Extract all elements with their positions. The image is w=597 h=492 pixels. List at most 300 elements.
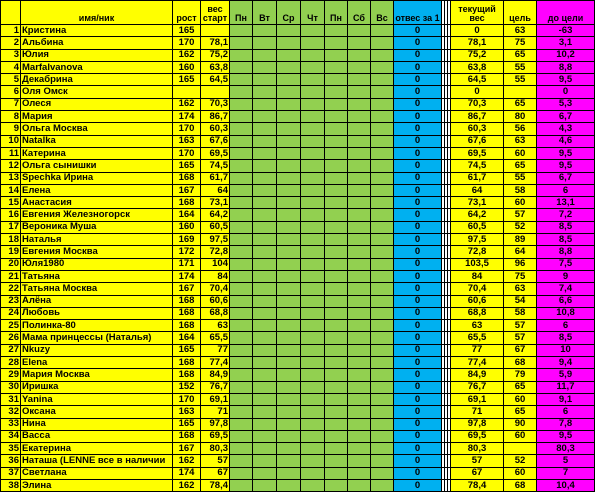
day-cell-thu[interactable]: [301, 61, 325, 73]
start-weight-cell[interactable]: 77: [201, 344, 230, 356]
day-cell-thu[interactable]: [301, 320, 325, 332]
day-cell-tue[interactable]: [253, 147, 277, 159]
name-cell[interactable]: Анастасия: [21, 197, 173, 209]
row-number-cell[interactable]: 31: [1, 393, 21, 405]
day-cell-sat[interactable]: [348, 61, 371, 73]
height-cell[interactable]: 165: [173, 25, 201, 37]
day-cell-wed[interactable]: [277, 479, 301, 491]
height-cell[interactable]: 164: [173, 209, 201, 221]
day-cell-fri[interactable]: [325, 49, 348, 61]
height-cell[interactable]: 162: [173, 49, 201, 61]
day-cell-mon[interactable]: [230, 147, 253, 159]
row-number-cell[interactable]: 12: [1, 160, 21, 172]
current-weight-cell[interactable]: 103,5: [451, 258, 504, 270]
row-number-cell[interactable]: 16: [1, 209, 21, 221]
goal-cell[interactable]: 55: [504, 61, 537, 73]
current-weight-cell[interactable]: 70,3: [451, 98, 504, 110]
height-cell[interactable]: 174: [173, 270, 201, 282]
loss-cell[interactable]: 0: [394, 406, 442, 418]
row-number-cell[interactable]: 24: [1, 307, 21, 319]
header-day-thu[interactable]: Чт: [301, 1, 325, 25]
loss-cell[interactable]: 0: [394, 430, 442, 442]
loss-cell[interactable]: 0: [394, 418, 442, 430]
goal-cell[interactable]: 58: [504, 184, 537, 196]
goal-cell[interactable]: 96: [504, 258, 537, 270]
goal-cell[interactable]: 57: [504, 332, 537, 344]
header-day-tue[interactable]: Вт: [253, 1, 277, 25]
row-number-cell[interactable]: 18: [1, 234, 21, 246]
goal-cell[interactable]: 65: [504, 381, 537, 393]
to-goal-cell[interactable]: 6,6: [537, 295, 595, 307]
day-cell-tue[interactable]: [253, 246, 277, 258]
height-cell[interactable]: 164: [173, 332, 201, 344]
to-goal-cell[interactable]: 7: [537, 467, 595, 479]
day-cell-sun[interactable]: [371, 234, 394, 246]
day-cell-sun[interactable]: [371, 61, 394, 73]
header-loss[interactable]: отвес за 1: [394, 1, 442, 25]
start-weight-cell[interactable]: 57: [201, 455, 230, 467]
day-cell-sun[interactable]: [371, 86, 394, 98]
row-number-cell[interactable]: 25: [1, 320, 21, 332]
start-weight-cell[interactable]: 78,4: [201, 479, 230, 491]
row-number-cell[interactable]: 3: [1, 49, 21, 61]
day-cell-wed[interactable]: [277, 344, 301, 356]
day-cell-mon[interactable]: [230, 86, 253, 98]
day-cell-fri[interactable]: [325, 25, 348, 37]
day-cell-fri[interactable]: [325, 258, 348, 270]
day-cell-wed[interactable]: [277, 357, 301, 369]
day-cell-wed[interactable]: [277, 184, 301, 196]
start-weight-cell[interactable]: 80,3: [201, 443, 230, 455]
height-cell[interactable]: 170: [173, 393, 201, 405]
day-cell-sat[interactable]: [348, 172, 371, 184]
day-cell-tue[interactable]: [253, 111, 277, 123]
day-cell-wed[interactable]: [277, 172, 301, 184]
to-goal-cell[interactable]: 8,5: [537, 234, 595, 246]
day-cell-thu[interactable]: [301, 307, 325, 319]
day-cell-mon[interactable]: [230, 357, 253, 369]
day-cell-mon[interactable]: [230, 123, 253, 135]
day-cell-tue[interactable]: [253, 418, 277, 430]
day-cell-sat[interactable]: [348, 393, 371, 405]
day-cell-fri[interactable]: [325, 74, 348, 86]
current-weight-cell[interactable]: 69,5: [451, 430, 504, 442]
name-cell[interactable]: Татьяна Москва: [21, 283, 173, 295]
row-number-cell[interactable]: 7: [1, 98, 21, 110]
start-weight-cell[interactable]: 76,7: [201, 381, 230, 393]
day-cell-fri[interactable]: [325, 406, 348, 418]
day-cell-tue[interactable]: [253, 381, 277, 393]
loss-cell[interactable]: 0: [394, 344, 442, 356]
day-cell-sat[interactable]: [348, 246, 371, 258]
name-cell[interactable]: Наталья: [21, 234, 173, 246]
day-cell-wed[interactable]: [277, 246, 301, 258]
day-cell-sun[interactable]: [371, 246, 394, 258]
loss-cell[interactable]: 0: [394, 332, 442, 344]
day-cell-fri[interactable]: [325, 320, 348, 332]
day-cell-sat[interactable]: [348, 184, 371, 196]
header-current-weight[interactable]: текущий вес: [451, 1, 504, 25]
height-cell[interactable]: 169: [173, 234, 201, 246]
goal-cell[interactable]: 90: [504, 418, 537, 430]
current-weight-cell[interactable]: 76,7: [451, 381, 504, 393]
day-cell-fri[interactable]: [325, 234, 348, 246]
height-cell[interactable]: 163: [173, 406, 201, 418]
day-cell-mon[interactable]: [230, 295, 253, 307]
day-cell-mon[interactable]: [230, 37, 253, 49]
row-number-cell[interactable]: 32: [1, 406, 21, 418]
day-cell-sat[interactable]: [348, 111, 371, 123]
row-number-cell[interactable]: 4: [1, 61, 21, 73]
to-goal-cell[interactable]: 10,4: [537, 479, 595, 491]
day-cell-tue[interactable]: [253, 283, 277, 295]
start-weight-cell[interactable]: 104: [201, 258, 230, 270]
header-name[interactable]: имя/ник: [21, 1, 173, 25]
row-number-cell[interactable]: 30: [1, 381, 21, 393]
day-cell-tue[interactable]: [253, 49, 277, 61]
goal-cell[interactable]: 54: [504, 295, 537, 307]
day-cell-tue[interactable]: [253, 443, 277, 455]
name-cell[interactable]: Екатерина: [21, 443, 173, 455]
loss-cell[interactable]: 0: [394, 197, 442, 209]
loss-cell[interactable]: 0: [394, 147, 442, 159]
to-goal-cell[interactable]: 8,5: [537, 332, 595, 344]
header-day-fri[interactable]: Пн: [325, 1, 348, 25]
height-cell[interactable]: 168: [173, 307, 201, 319]
to-goal-cell[interactable]: 5,9: [537, 369, 595, 381]
current-weight-cell[interactable]: 84,9: [451, 369, 504, 381]
day-cell-thu[interactable]: [301, 135, 325, 147]
day-cell-fri[interactable]: [325, 172, 348, 184]
day-cell-sat[interactable]: [348, 430, 371, 442]
day-cell-sat[interactable]: [348, 270, 371, 282]
day-cell-wed[interactable]: [277, 369, 301, 381]
day-cell-mon[interactable]: [230, 270, 253, 282]
start-weight-cell[interactable]: 64: [201, 184, 230, 196]
day-cell-sun[interactable]: [371, 270, 394, 282]
height-cell[interactable]: 167: [173, 443, 201, 455]
day-cell-thu[interactable]: [301, 455, 325, 467]
goal-cell[interactable]: 60: [504, 393, 537, 405]
day-cell-sun[interactable]: [371, 369, 394, 381]
day-cell-wed[interactable]: [277, 49, 301, 61]
to-goal-cell[interactable]: 3,1: [537, 37, 595, 49]
start-weight-cell[interactable]: 67,6: [201, 135, 230, 147]
goal-cell[interactable]: 65: [504, 406, 537, 418]
current-weight-cell[interactable]: 77,4: [451, 357, 504, 369]
name-cell[interactable]: Natalka: [21, 135, 173, 147]
name-cell[interactable]: Spechka Ирина: [21, 172, 173, 184]
day-cell-tue[interactable]: [253, 357, 277, 369]
row-number-cell[interactable]: 37: [1, 467, 21, 479]
loss-cell[interactable]: 0: [394, 270, 442, 282]
day-cell-sat[interactable]: [348, 455, 371, 467]
day-cell-wed[interactable]: [277, 467, 301, 479]
day-cell-tue[interactable]: [253, 258, 277, 270]
goal-cell[interactable]: 75: [504, 37, 537, 49]
day-cell-thu[interactable]: [301, 74, 325, 86]
day-cell-sat[interactable]: [348, 74, 371, 86]
day-cell-sat[interactable]: [348, 283, 371, 295]
loss-cell[interactable]: 0: [394, 123, 442, 135]
day-cell-wed[interactable]: [277, 455, 301, 467]
row-number-cell[interactable]: 20: [1, 258, 21, 270]
name-cell[interactable]: Элина: [21, 479, 173, 491]
day-cell-wed[interactable]: [277, 381, 301, 393]
day-cell-sat[interactable]: [348, 295, 371, 307]
day-cell-tue[interactable]: [253, 74, 277, 86]
day-cell-thu[interactable]: [301, 98, 325, 110]
current-weight-cell[interactable]: 71: [451, 406, 504, 418]
loss-cell[interactable]: 0: [394, 283, 442, 295]
start-weight-cell[interactable]: 64,5: [201, 74, 230, 86]
day-cell-tue[interactable]: [253, 221, 277, 233]
day-cell-wed[interactable]: [277, 430, 301, 442]
day-cell-sun[interactable]: [371, 344, 394, 356]
day-cell-fri[interactable]: [325, 418, 348, 430]
loss-cell[interactable]: 0: [394, 258, 442, 270]
current-weight-cell[interactable]: 61,7: [451, 172, 504, 184]
height-cell[interactable]: 168: [173, 295, 201, 307]
to-goal-cell[interactable]: 7,8: [537, 418, 595, 430]
day-cell-wed[interactable]: [277, 61, 301, 73]
row-number-cell[interactable]: 2: [1, 37, 21, 49]
day-cell-fri[interactable]: [325, 197, 348, 209]
day-cell-fri[interactable]: [325, 246, 348, 258]
day-cell-tue[interactable]: [253, 61, 277, 73]
day-cell-sat[interactable]: [348, 381, 371, 393]
day-cell-thu[interactable]: [301, 467, 325, 479]
day-cell-sat[interactable]: [348, 320, 371, 332]
day-cell-fri[interactable]: [325, 221, 348, 233]
day-cell-wed[interactable]: [277, 393, 301, 405]
day-cell-fri[interactable]: [325, 467, 348, 479]
day-cell-fri[interactable]: [325, 283, 348, 295]
goal-cell[interactable]: 68: [504, 479, 537, 491]
loss-cell[interactable]: 0: [394, 49, 442, 61]
day-cell-mon[interactable]: [230, 479, 253, 491]
goal-cell[interactable]: [504, 86, 537, 98]
day-cell-thu[interactable]: [301, 160, 325, 172]
day-cell-sat[interactable]: [348, 135, 371, 147]
day-cell-mon[interactable]: [230, 283, 253, 295]
goal-cell[interactable]: 60: [504, 197, 537, 209]
day-cell-tue[interactable]: [253, 467, 277, 479]
goal-cell[interactable]: 63: [504, 135, 537, 147]
day-cell-thu[interactable]: [301, 443, 325, 455]
day-cell-sun[interactable]: [371, 393, 394, 405]
height-cell[interactable]: 171: [173, 258, 201, 270]
day-cell-mon[interactable]: [230, 418, 253, 430]
height-cell[interactable]: 165: [173, 74, 201, 86]
current-weight-cell[interactable]: 77: [451, 344, 504, 356]
day-cell-sat[interactable]: [348, 479, 371, 491]
day-cell-wed[interactable]: [277, 135, 301, 147]
day-cell-thu[interactable]: [301, 479, 325, 491]
day-cell-mon[interactable]: [230, 209, 253, 221]
current-weight-cell[interactable]: 60,5: [451, 221, 504, 233]
row-number-cell[interactable]: 9: [1, 123, 21, 135]
day-cell-sun[interactable]: [371, 320, 394, 332]
day-cell-tue[interactable]: [253, 197, 277, 209]
day-cell-fri[interactable]: [325, 430, 348, 442]
loss-cell[interactable]: 0: [394, 221, 442, 233]
loss-cell[interactable]: 0: [394, 209, 442, 221]
row-number-cell[interactable]: 23: [1, 295, 21, 307]
start-weight-cell[interactable]: 64,2: [201, 209, 230, 221]
day-cell-tue[interactable]: [253, 25, 277, 37]
day-cell-sun[interactable]: [371, 258, 394, 270]
day-cell-tue[interactable]: [253, 98, 277, 110]
goal-cell[interactable]: 65: [504, 98, 537, 110]
height-cell[interactable]: 165: [173, 160, 201, 172]
day-cell-sat[interactable]: [348, 25, 371, 37]
day-cell-fri[interactable]: [325, 147, 348, 159]
day-cell-sat[interactable]: [348, 369, 371, 381]
current-weight-cell[interactable]: 84: [451, 270, 504, 282]
goal-cell[interactable]: 65: [504, 49, 537, 61]
to-goal-cell[interactable]: 4,6: [537, 135, 595, 147]
day-cell-mon[interactable]: [230, 184, 253, 196]
row-number-cell[interactable]: 36: [1, 455, 21, 467]
loss-cell[interactable]: 0: [394, 307, 442, 319]
to-goal-cell[interactable]: 5,3: [537, 98, 595, 110]
name-cell[interactable]: Евгения Москва: [21, 246, 173, 258]
day-cell-mon[interactable]: [230, 393, 253, 405]
day-cell-sat[interactable]: [348, 307, 371, 319]
to-goal-cell[interactable]: 8,8: [537, 246, 595, 258]
goal-cell[interactable]: 89: [504, 234, 537, 246]
height-cell[interactable]: 168: [173, 369, 201, 381]
loss-cell[interactable]: 0: [394, 357, 442, 369]
name-cell[interactable]: Иришка: [21, 381, 173, 393]
day-cell-sat[interactable]: [348, 160, 371, 172]
day-cell-mon[interactable]: [230, 307, 253, 319]
height-cell[interactable]: [173, 86, 201, 98]
day-cell-fri[interactable]: [325, 135, 348, 147]
day-cell-sat[interactable]: [348, 418, 371, 430]
day-cell-mon[interactable]: [230, 258, 253, 270]
goal-cell[interactable]: 57: [504, 320, 537, 332]
day-cell-sun[interactable]: [371, 197, 394, 209]
name-cell[interactable]: Ольга сынишки: [21, 160, 173, 172]
goal-cell[interactable]: 75: [504, 270, 537, 282]
name-cell[interactable]: Elena: [21, 357, 173, 369]
current-weight-cell[interactable]: 65,5: [451, 332, 504, 344]
day-cell-sun[interactable]: [371, 479, 394, 491]
start-weight-cell[interactable]: 72,8: [201, 246, 230, 258]
day-cell-thu[interactable]: [301, 430, 325, 442]
day-cell-sat[interactable]: [348, 234, 371, 246]
day-cell-wed[interactable]: [277, 111, 301, 123]
current-weight-cell[interactable]: 64,2: [451, 209, 504, 221]
day-cell-thu[interactable]: [301, 258, 325, 270]
day-cell-thu[interactable]: [301, 197, 325, 209]
day-cell-sun[interactable]: [371, 147, 394, 159]
current-weight-cell[interactable]: 75,2: [451, 49, 504, 61]
name-cell[interactable]: Светлана: [21, 467, 173, 479]
day-cell-mon[interactable]: [230, 74, 253, 86]
loss-cell[interactable]: 0: [394, 320, 442, 332]
day-cell-wed[interactable]: [277, 443, 301, 455]
current-weight-cell[interactable]: 64: [451, 184, 504, 196]
name-cell[interactable]: Мама принцессы (Наталья): [21, 332, 173, 344]
name-cell[interactable]: Полинка-80: [21, 320, 173, 332]
day-cell-sat[interactable]: [348, 49, 371, 61]
day-cell-sun[interactable]: [371, 123, 394, 135]
day-cell-mon[interactable]: [230, 98, 253, 110]
current-weight-cell[interactable]: 67,6: [451, 135, 504, 147]
loss-cell[interactable]: 0: [394, 135, 442, 147]
day-cell-wed[interactable]: [277, 270, 301, 282]
day-cell-fri[interactable]: [325, 479, 348, 491]
height-cell[interactable]: 168: [173, 357, 201, 369]
name-cell[interactable]: Кристина: [21, 25, 173, 37]
day-cell-thu[interactable]: [301, 357, 325, 369]
header-to-goal[interactable]: до цели: [537, 1, 595, 25]
current-weight-cell[interactable]: 78,4: [451, 479, 504, 491]
current-weight-cell[interactable]: 57: [451, 455, 504, 467]
name-cell[interactable]: Юля1980: [21, 258, 173, 270]
to-goal-cell[interactable]: 9,1: [537, 393, 595, 405]
start-weight-cell[interactable]: 97,8: [201, 418, 230, 430]
height-cell[interactable]: 174: [173, 111, 201, 123]
day-cell-thu[interactable]: [301, 406, 325, 418]
height-cell[interactable]: 160: [173, 61, 201, 73]
to-goal-cell[interactable]: -63: [537, 25, 595, 37]
start-weight-cell[interactable]: 69,5: [201, 147, 230, 159]
goal-cell[interactable]: 64: [504, 246, 537, 258]
day-cell-sat[interactable]: [348, 357, 371, 369]
day-cell-sat[interactable]: [348, 406, 371, 418]
row-number-cell[interactable]: 10: [1, 135, 21, 147]
day-cell-sun[interactable]: [371, 406, 394, 418]
day-cell-sun[interactable]: [371, 25, 394, 37]
day-cell-thu[interactable]: [301, 295, 325, 307]
day-cell-sun[interactable]: [371, 74, 394, 86]
row-number-cell[interactable]: 19: [1, 246, 21, 258]
loss-cell[interactable]: 0: [394, 295, 442, 307]
day-cell-fri[interactable]: [325, 455, 348, 467]
day-cell-tue[interactable]: [253, 135, 277, 147]
start-weight-cell[interactable]: 71: [201, 406, 230, 418]
day-cell-fri[interactable]: [325, 443, 348, 455]
start-weight-cell[interactable]: 73,1: [201, 197, 230, 209]
height-cell[interactable]: 174: [173, 467, 201, 479]
day-cell-mon[interactable]: [230, 443, 253, 455]
loss-cell[interactable]: 0: [394, 455, 442, 467]
day-cell-mon[interactable]: [230, 49, 253, 61]
to-goal-cell[interactable]: 9,4: [537, 357, 595, 369]
goal-cell[interactable]: 79: [504, 369, 537, 381]
day-cell-wed[interactable]: [277, 295, 301, 307]
name-cell[interactable]: Евгения Железногорск: [21, 209, 173, 221]
day-cell-sun[interactable]: [371, 295, 394, 307]
name-cell[interactable]: Альбина: [21, 37, 173, 49]
height-cell[interactable]: 162: [173, 479, 201, 491]
start-weight-cell[interactable]: 67: [201, 467, 230, 479]
day-cell-mon[interactable]: [230, 160, 253, 172]
height-cell[interactable]: 170: [173, 37, 201, 49]
row-number-cell[interactable]: 21: [1, 270, 21, 282]
day-cell-tue[interactable]: [253, 160, 277, 172]
day-cell-sun[interactable]: [371, 184, 394, 196]
height-cell[interactable]: 165: [173, 418, 201, 430]
day-cell-wed[interactable]: [277, 123, 301, 135]
day-cell-thu[interactable]: [301, 418, 325, 430]
day-cell-sat[interactable]: [348, 197, 371, 209]
current-weight-cell[interactable]: 60,3: [451, 123, 504, 135]
